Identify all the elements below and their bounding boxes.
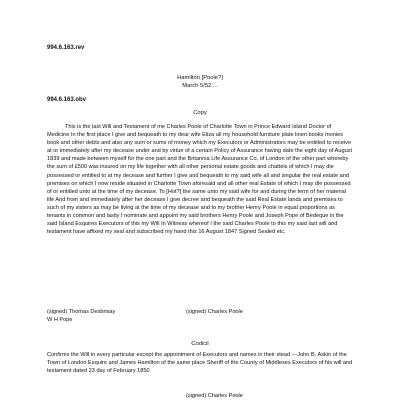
signature-charles-poole: (signed) Charles Poole — [186, 309, 243, 315]
will-paragraph — [47, 123, 353, 236]
codicil-signature: (signed) Charles Poole — [186, 393, 243, 399]
header-line-1: Hamilton [Poole?] — [177, 75, 223, 81]
codicil-label: Codicil — [191, 341, 209, 347]
reference-number-obv: 994.6.163.obv — [47, 97, 87, 103]
codicil-paragraph: Confirms the Will in every particular except the appointment of Executors and names in their stead ---John B. Askin of the Town of London Esquire and James Hamilton of the same place Sheriff of the County of Middlesex Executors of his will and testament dated 23 day of February 1850 — [47, 352, 353, 375]
header-line-2: March 5/52.... — [182, 83, 218, 89]
signature-thomas-desbrisay: (signed) Thomas Desbrisay — [47, 309, 116, 315]
copy-label: Copy — [193, 110, 207, 116]
will-text: This is the last Will and Testament of me Charles Poole of Charlotte Town in Prince Edward Island Doctor of Medicine In the first place I give and bequeath to my dear wife Eliza all my household furniture plate linen books monies book and other debts and also any sum or sums of money which my Executors or Administrators may be entitled to receive at or immediately after my decease under and by virtue of a certain Policy of Assurance having date the eight day of August 1839 and made between myself for the one part and the Britannia Life Assurance Co. of London of the other part whereby the sum of £500 was insured on my life together with all other personal estate goods and chattels of which I may die possessed or entitled to at my decease and further I give and bequeath to my said wife all and singular the real estate and premises on which I now reside situated in Charlotte Town aforesaid and all other real Estate of which I may die possessed of or entitled unto at the time of my decease. To [Hot?] the same unto my said wife for and during the term of her material life And from and immediately after her decease I give decree and bequeath the said Real Estate lands and premises to such of my sisters as may be living at the time of my decease and to my brother Henry Poole in equal proportions as tenants in common and lastly I nominate and appoint my said brothers Henry Poole and Joseph Pope of Bedeque in the said Island Esquires Executors of this my Will In Witness whereof I the said Charles Poole to this my said last will and testament have affixed my seal and subscribed my hand this 16 August 1847 Signed Sealed etc. — [47, 124, 353, 236]
witness-wh-pope: W H Pope — [47, 317, 73, 323]
reference-number-rev: 994.6.163.rev — [47, 45, 85, 51]
